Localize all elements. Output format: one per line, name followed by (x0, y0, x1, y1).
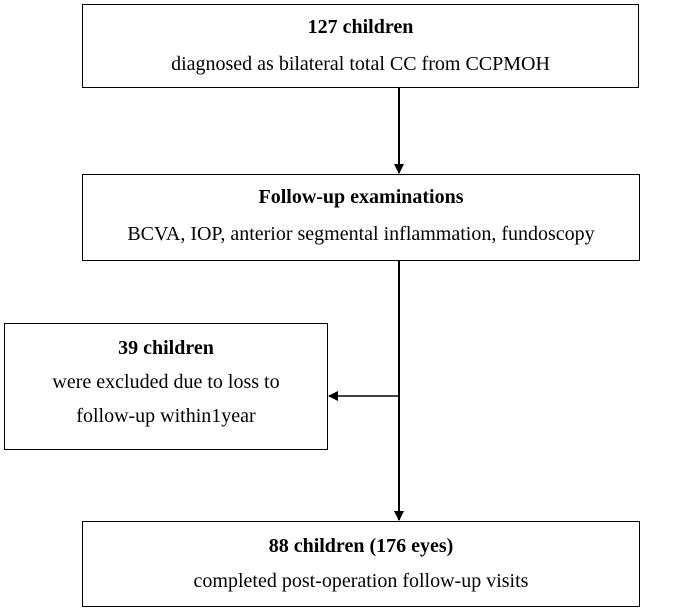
node-excluded-text-1: were excluded due to loss to (52, 371, 280, 393)
node-start (82, 4, 639, 88)
node-followup (82, 174, 640, 261)
node-excluded-text-2: follow-up within1year (76, 405, 256, 427)
node-final-title: 88 children (176 eyes) (268, 535, 454, 557)
node-excluded-title: 39 children (118, 337, 214, 359)
node-excluded (4, 323, 328, 450)
node-start-title: 127 children (307, 16, 414, 38)
node-final (82, 521, 640, 607)
node-final-text: completed post-operation follow-up visits (193, 570, 529, 592)
node-followup-title: Follow-up examinations (258, 186, 464, 208)
node-followup-text: BCVA, IOP, anterior segmental inflammation, fundoscopy (127, 223, 595, 245)
node-start-text: diagnosed as bilateral total CC from CCPMOH (171, 53, 550, 75)
